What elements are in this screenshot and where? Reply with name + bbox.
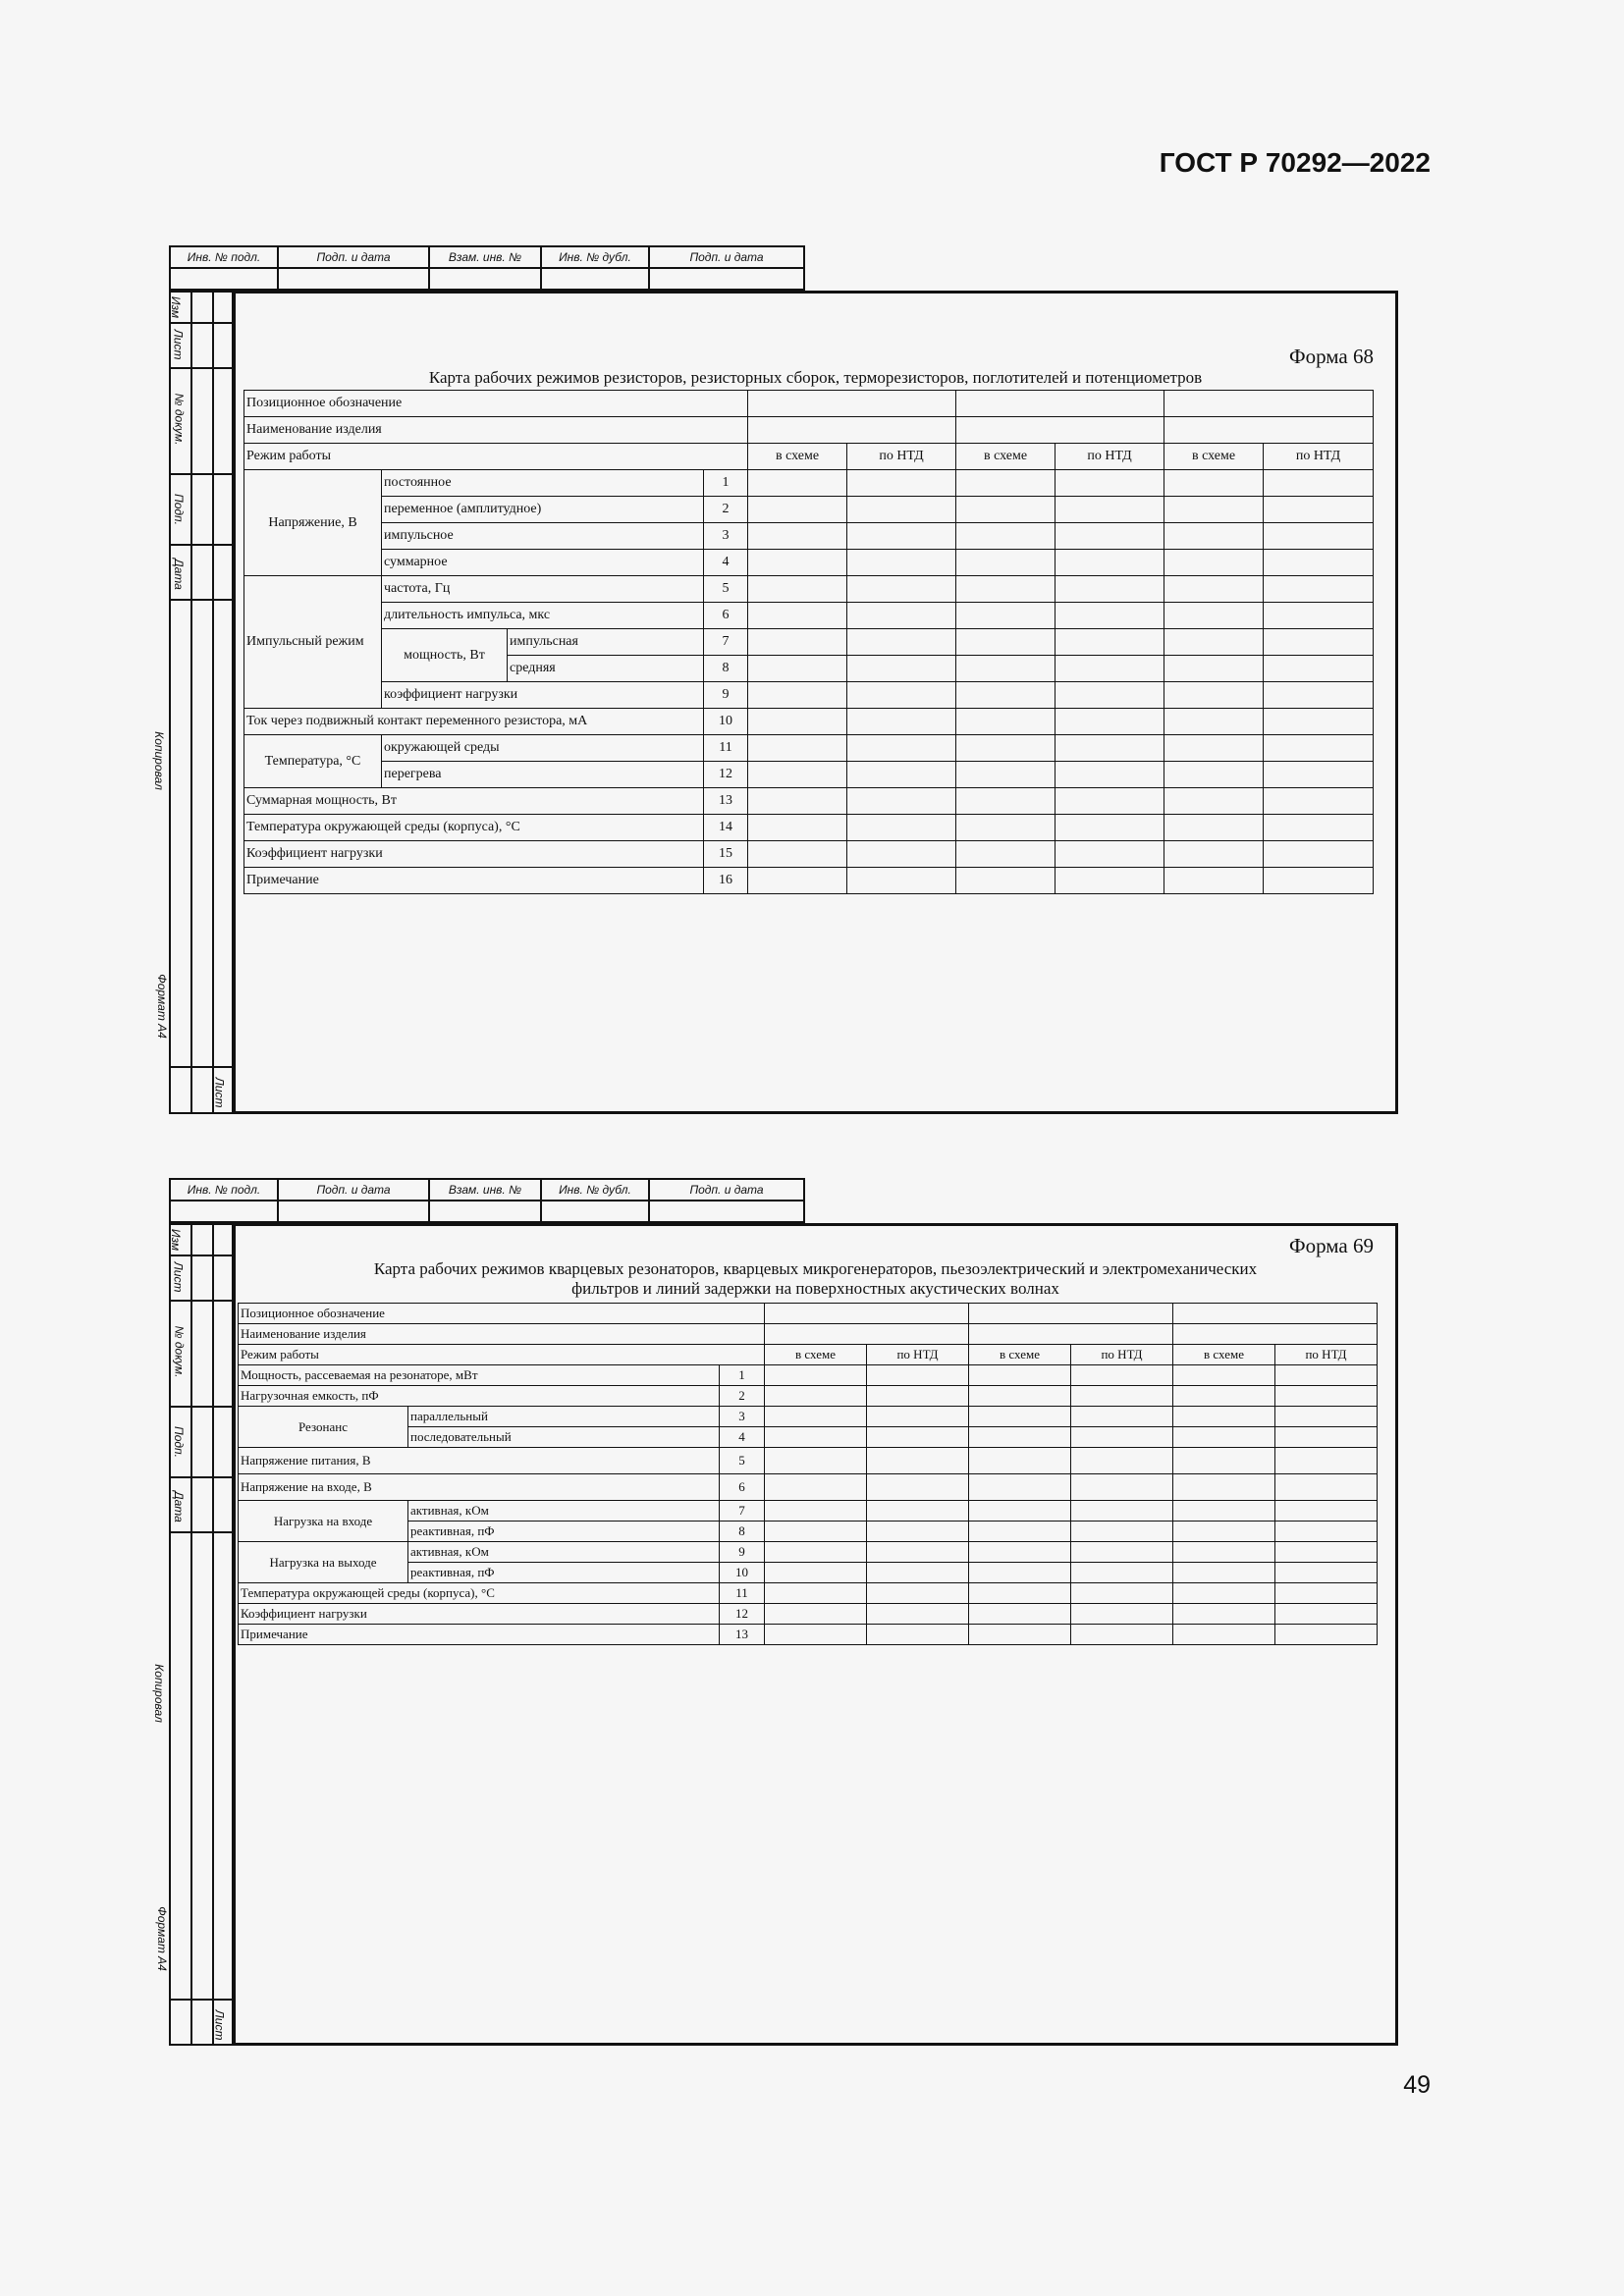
strip-label-izm: Изм — [169, 295, 184, 319]
form-label: Форма 69 — [1289, 1234, 1374, 1257]
document-standard-header: ГОСТ Р 70292—2022 — [1159, 147, 1431, 178]
form-label: Форма 68 — [1289, 345, 1374, 368]
regime-table — [244, 390, 1374, 894]
table-row: реактивная, пФ 10 — [239, 1563, 1378, 1583]
table-row: Режим работы в схеме по НТД в схеме по НТД в схеме по НТД — [244, 444, 1374, 470]
stamp-label: Подп. и дата — [278, 1179, 429, 1201]
strip-label-izm: Изм — [169, 1228, 184, 1252]
stamp-label: Взам. инв. № — [429, 246, 541, 268]
table-row: реактивная, пФ 8 — [239, 1522, 1378, 1542]
table-row: Позиционное обозначение — [239, 1304, 1378, 1324]
table-row: Температура, °С окружающей среды 11 — [244, 735, 1374, 762]
table-row: Суммарная мощность, Вт 13 — [244, 788, 1374, 815]
strip-label-podp: Подп. — [171, 494, 186, 525]
regime-table — [238, 1303, 1378, 1645]
strip-label-format: Формат А4 — [154, 974, 169, 1039]
strip-label-list: Лист — [171, 329, 186, 360]
table-row: Примечание 16 — [244, 868, 1374, 894]
binding-strip — [151, 291, 234, 1114]
stamp-label: Инв. № подл. — [170, 1179, 278, 1201]
table-row: Примечание 13 — [239, 1625, 1378, 1645]
strip-label-doc: № докум. — [172, 1325, 187, 1378]
strip-label-kopiroval: Копировал — [151, 731, 166, 790]
table-row: Температура окружающей среды (корпуса), °С 14 — [244, 815, 1374, 841]
table-row: Коэффициент нагрузки 12 — [239, 1604, 1378, 1625]
stamp-label: Инв. № дубл. — [541, 1179, 649, 1201]
table-row: Нагрузочная емкость, пФ 2 — [239, 1386, 1378, 1407]
stamp-label: Подп. и дата — [278, 246, 429, 268]
table-row: Импульсный режим частота, Гц 5 — [244, 576, 1374, 603]
table-row: Наименование изделия — [244, 417, 1374, 444]
table-row: Мощность, рассеваемая на резонаторе, мВт 1 — [239, 1365, 1378, 1386]
table-row: коэффициент нагрузки 9 — [244, 682, 1374, 709]
stamp-table — [169, 1178, 805, 1223]
form-68-sheet — [151, 245, 1398, 1114]
form-69-sheet — [151, 1178, 1398, 2046]
table-row: последовательный 4 — [239, 1427, 1378, 1448]
table-row: Нагрузка на выходе активная, кОм 9 — [239, 1542, 1378, 1563]
strip-label-list-bottom: Лист — [212, 2009, 227, 2041]
page-number: 49 — [1403, 2071, 1431, 2099]
table-row: перегрева 12 — [244, 762, 1374, 788]
binding-strip — [151, 1223, 234, 2046]
strip-label-data: Дата — [171, 559, 186, 590]
table-row: суммарное 4 — [244, 550, 1374, 576]
form-frame — [234, 291, 1398, 1114]
stamp-label: Инв. № дубл. — [541, 246, 649, 268]
strip-label-format: Формат А4 — [154, 1906, 169, 1971]
strip-label-kopiroval: Копировал — [151, 1664, 166, 1723]
table-row: Наименование изделия — [239, 1324, 1378, 1345]
strip-label-doc: № докум. — [172, 393, 187, 446]
table-row: Напряжение, В постоянное 1 — [244, 470, 1374, 497]
form-title-line-2: фильтров и линий задержки на поверхностных акустических волнах — [571, 1279, 1059, 1298]
table-row: Резонанс параллельный 3 — [239, 1407, 1378, 1427]
table-row: Ток через подвижный контакт переменного резистора, мА 10 — [244, 709, 1374, 735]
table-row: Температура окружающей среды (корпуса), °С 11 — [239, 1583, 1378, 1604]
strip-label-podp: Подп. — [171, 1426, 186, 1458]
strip-label-list: Лист — [171, 1261, 186, 1293]
table-row: Позиционное обозначение — [244, 391, 1374, 417]
table-row: длительность импульса, мкс 6 — [244, 603, 1374, 629]
table-row: Напряжение на входе, В 6 — [239, 1474, 1378, 1501]
strip-label-list-bottom: Лист — [212, 1077, 227, 1108]
form-frame — [234, 1223, 1398, 2046]
form-title-line-1: Карта рабочих режимов кварцевых резонаторов, кварцевых микрогенераторов, пьезоэлектрический и электромеханических — [373, 1259, 1258, 1278]
form-title: Карта рабочих режимов резисторов, резисторных сборок, терморезисторов, поглотителей и потенциометров — [428, 368, 1203, 387]
stamp-label: Инв. № подл. — [170, 246, 278, 268]
table-row: Режим работы в схеме по НТД в схеме по НТД в схеме по НТД — [239, 1345, 1378, 1365]
stamp-label: Взам. инв. № — [429, 1179, 541, 1201]
stamp-label: Подп. и дата — [649, 1179, 804, 1201]
table-row: мощность, Вт импульсная 7 — [244, 629, 1374, 656]
table-row: Напряжение питания, В 5 — [239, 1448, 1378, 1474]
stamp-label: Подп. и дата — [649, 246, 804, 268]
table-row: переменное (амплитудное) 2 — [244, 497, 1374, 523]
table-row: Нагрузка на входе активная, кОм 7 — [239, 1501, 1378, 1522]
stamp-table — [169, 245, 805, 291]
table-row: импульсное 3 — [244, 523, 1374, 550]
table-row: средняя 8 — [244, 656, 1374, 682]
strip-label-data: Дата — [171, 1491, 186, 1522]
table-row: Коэффициент нагрузки 15 — [244, 841, 1374, 868]
